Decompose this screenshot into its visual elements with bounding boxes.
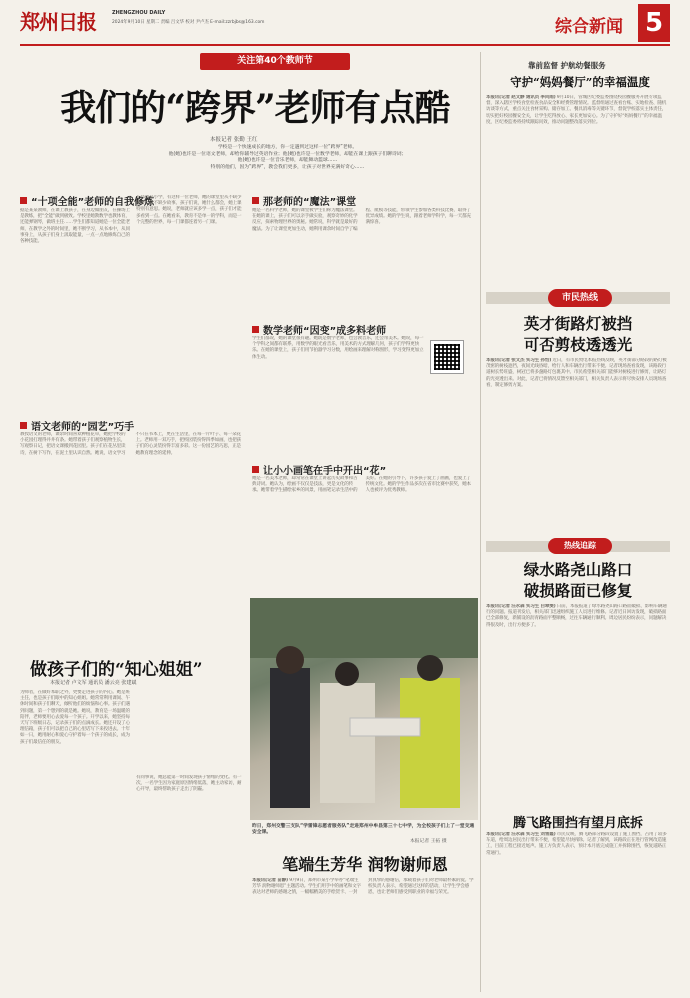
right-headline-4: 绿水路尧山路口 <box>523 560 633 579</box>
right-byline-6: 本报讯(记者 汪永森 实习生 刘雪霞) <box>486 832 556 837</box>
photo-illustration <box>250 598 478 820</box>
left-article-text-3: 教授语文的老师，课余时间喜欢种植花草，她把学校的小花园打理得井井有条。她带着孩子们观察植物生长，写观察日记，把语文课搬到花园里。孩子们在花丛里读诗，在树下写作，在泥土里认识自然。她说，语文学习不只在书本上，更在生活里，在每一片叶子、每一朵花上。老师用一双巧手，把校园装扮得四季如画，也把孩子们的心灵装扮得丰富多彩。这一份园艺的巧思，正是她教育理念的延伸。 <box>20 432 241 456</box>
right-headline-3: 可否剪枝透透光 <box>523 335 633 354</box>
lede-line: 特别的他们，因为“跨界”，教会我们更多，让孩子对世界充满好奇心…… <box>210 164 365 170</box>
mid-article-text-3: 她是一名美术老师，却常常在课堂上讲起历史故事和古典诗词。她认为，绘画不仅仅是技法，更是文化的传承。她带着学生描绘家乡的风景，用画笔记录生活中的美好。在她的引导下，许多孩子爱上了画画，也爱上了传统文化。她的学生作品多次在省市比赛中获奖，她本人也被评为优秀教师。 <box>252 476 471 494</box>
topic-tag: 关注第40个教师节 <box>200 53 350 70</box>
mid-subhead-3: 让小小画笔在手中开出“花” <box>252 462 386 477</box>
lede <box>135 145 440 171</box>
feature-text: 为师者，在做好本职之外，更要走进孩子的内心。她是班主任，也是孩子们眼中的知心姐姐。她常常利用课间、午休时间和孩子们聊天，倾听他们的烦恼和心事。孩子们遇到问题，第一个想到的就是她。她说，教育是一场温暖的陪伴，老师要用心去爱每一个孩子。开学以来，她坚持每天写下班级日志，记录孩子们的点滴成长。她还开设了心理信箱，孩子们可以把自己的心里话写下来投进去。十年如一日，她用耐心和爱心守护着每一个孩子的成长，成为孩子们最信任的朋友。 <box>20 690 130 745</box>
right-headline-1: 守护“妈妈餐厅”的幸福温度 <box>510 75 650 89</box>
qr-code[interactable] <box>430 340 464 374</box>
latin-title: ZHENGZHOU DAILY <box>112 10 166 16</box>
right-byline-1: 本报讯(记者 赵文静 通讯员 李问雨) <box>486 95 556 100</box>
right-byline-2: 本报讯(记者 张文杰 实习生 孙怡) <box>486 358 552 363</box>
mid-article-text: 她是一名科学老师，她的课堂被学生们称为魔法课堂。在她的课上，孩子们可以亲手做实验，观察奇妙的化学反应，探索物理世界的奥秘。她常说，科学就是最好的魔法。为了让课堂更加生动，她利用课余时间自学了编程、航模等技能，带领学生参加各类科技比赛，取得了优异成绩。她的学生说，跟着老师学科学，每一天都充满惊喜。 <box>252 208 471 232</box>
date-line: 2024年9月10日 星期二 责编 吕文华 校对 尹卢杰 E-mail:zzrbjbs@163.com <box>112 20 265 25</box>
feature-headline: 做孩子们的“知心姐姐” <box>30 660 203 680</box>
right-article-text-4: 本报讯(记者 汪永森 实习生 刘雪霞) 市民反映，腾飞路部分路段设置了施工围挡，占用了较多车道，给周边居民出行带来不便，希望能尽快拆除。记者了解到，该路段正在进行管网改造施工，目前工程已接近尾声。施工方负责人表示，预计本月底完成施工并拆除围挡，恢复道路正常通行。 <box>486 832 667 856</box>
mid-subhead-1: 那老师的“魔法”课堂 <box>252 193 356 208</box>
mid-subhead-2: 数学老师“因变”成多料老师 <box>252 322 386 337</box>
page-number: 5 <box>638 4 670 42</box>
lede-line: 学校是一个快速成长的地方，你一定遇到过这样一位“跨界”老师。 <box>217 145 358 150</box>
newspaper-logo: 郑州日报 <box>20 10 96 34</box>
main-headline: 我们的“跨界”老师有点酷 <box>60 87 450 129</box>
left-article-text-2: 在郑州某小学，有这样一位老师，她的课堂里从不缺少欢笑，从不缺少故事。孩子们说，她什么都会，她上课特别有意思。她说，老师就应该多学一点，孩子们才能多看到一点。在她看来，教育不是单一的学科，而是一个完整的世界，每一门课都连着另一门课。 <box>136 195 242 225</box>
bottom-byline: 本报讯(记者 苗静) <box>252 878 288 883</box>
news-photo <box>250 598 478 820</box>
lede-line: 他(她)也许是一位语文老师，却给你辅导过英语作业；他(她)也许是一位数学老师，却能在课上跟孩子们聊诗词； <box>168 151 407 157</box>
mid-article-text-2: 学生们都说，她的课堂很有趣。她既是数学老师，也会教音乐，还会带美术。她说，每一个学科之间都有联系，用数学的眼光看音乐，用美术的方式理解几何，孩子们学得更快乐。在她的课堂上，孩子们用节拍器学习分数，用绘画来理解对称图形，学习变得更加立体生动。 <box>252 336 424 360</box>
right-kicker: 靠前监督 护航幼餐服务 <box>528 61 606 70</box>
left-article-text: 据是某某教师，在课上教孩子，在身边做朋友，在操场上是教练，把“全能”做到极致。学校里她教数学也教体育，还能弹钢琴，做班主任……学生们都知道她是一位全能老师，在教学之外的时间里，她不断学习，从书本中，从同事身上，从孩子们身上汲取能量，一点一点地修炼自己的各种技能。 <box>20 208 130 245</box>
bottom-article-text: 本报讯(记者 苗静) 9月9日，郑州市某小学举办“笔端生芳华 润物谢师恩”主题活动。学生们用手中的画笔和文字表达对老师的感谢之情，一幅幅精美的手绘贺卡、一封封真挚的感谢信，承载着孩子们对老师最朴素的爱。学校负责人表示，希望通过这样的活动，让学生学会感恩，也让老师们感受到职业的幸福与荣光。 <box>252 878 474 896</box>
main-byline: 本报记者 张勤 王红 <box>210 137 258 143</box>
section-name: 综合新闻 <box>555 17 623 37</box>
right-headline-2: 英才街路灯被挡 <box>523 314 633 333</box>
feature-text-2: 有同事说，她总能第一时间发现孩子情绪的变化。有一次，一名学生因为家庭原因情绪低落，她主动家访，耐心开导，最终帮助孩子走出了阴霾。 <box>136 775 242 793</box>
masthead-rule <box>20 44 670 46</box>
hotline-label: 市民热线 <box>548 289 612 307</box>
photo-caption: 昨日，郑州交警三支队“学雷锋志愿者服务队”走进郑州中牟县第三十七中学，为全校孩子们上了一堂交通安全课。 <box>252 824 475 836</box>
column-divider <box>480 52 481 992</box>
left-subhead-2: 语文老师的“园艺”巧手 <box>20 418 134 433</box>
feature-byline: 本报记者 卢文军 通讯员 潘云亮 张建斌 <box>50 680 137 686</box>
right-article-text-3: 本报讯(记者 汪永森 实习生 白翠雯) 日前，本报报道了绿水路尧山路口路面破损、影响车辆通行的问题。报道刊发后，相关部门迅速组织施工人员进行维修。记者近日回访发现，破损路面已全部修复，新铺设的沥青路面平整顺畅，过往车辆通行顺利。周边居民纷纷表示，问题解决得很及时，出行方便多了。 <box>486 604 667 628</box>
right-byline-4: 本报讯(记者 汪永森 实习生 白翠雯) <box>486 604 556 609</box>
bottom-headline: 笔端生芳华 润物谢师恩 <box>282 855 448 874</box>
left-subhead-1: “十项全能”老师的自我修炼 <box>20 193 154 208</box>
photo-credit: 本报记者 王拓 摄 <box>410 839 447 844</box>
right-article-text-2: 本报讯(记者 张文杰 实习生 孙怡) 近日，有市民致电本报热线反映，英才街部分路段的路灯被茂密的树枝遮挡，夜间光线昏暗，给行人和车辆出行带来不便。记者现场查看发现，该路段行道树长势旺盛，树冠已将多盏路灯包裹其中。市民希望相关部门能够对树枝进行修剪，让路灯的光亮透出来。对此，记者已将情况反馈至相关部门，相关负责人表示将尽快安排人员现场查看，制定修剪方案。 <box>486 358 667 388</box>
masthead <box>20 4 670 42</box>
followup-label: 热线追踪 <box>548 538 612 554</box>
right-article-text-1: 本报讯(记者 赵文静 通讯员 李问雨) 9月10日，管城区纪委监委围绕校园餐服务开展专项监督，深入辖区学校食堂检查食品安全和经费管理情况。监督组通过查看台账、实地检查、随机访谈等方式，重点关注食材采购、储存加工、餐具消毒等关键环节，督促学校落实主体责任，切实把好校园餐安全关，让学生吃得放心、家长更加安心。为了守护好“妈妈餐厅”的幸福温度，区纪委监委将持续跟踪问效，推动问题整改落实到位。 <box>486 95 667 125</box>
right-headline-5: 破损路面已修复 <box>523 581 633 600</box>
right-headline-6: 腾飞路围挡有望月底拆 <box>512 816 643 831</box>
lede-line: 他(她)也许是一位音乐老师，却能舞动篮球…… <box>237 158 338 163</box>
